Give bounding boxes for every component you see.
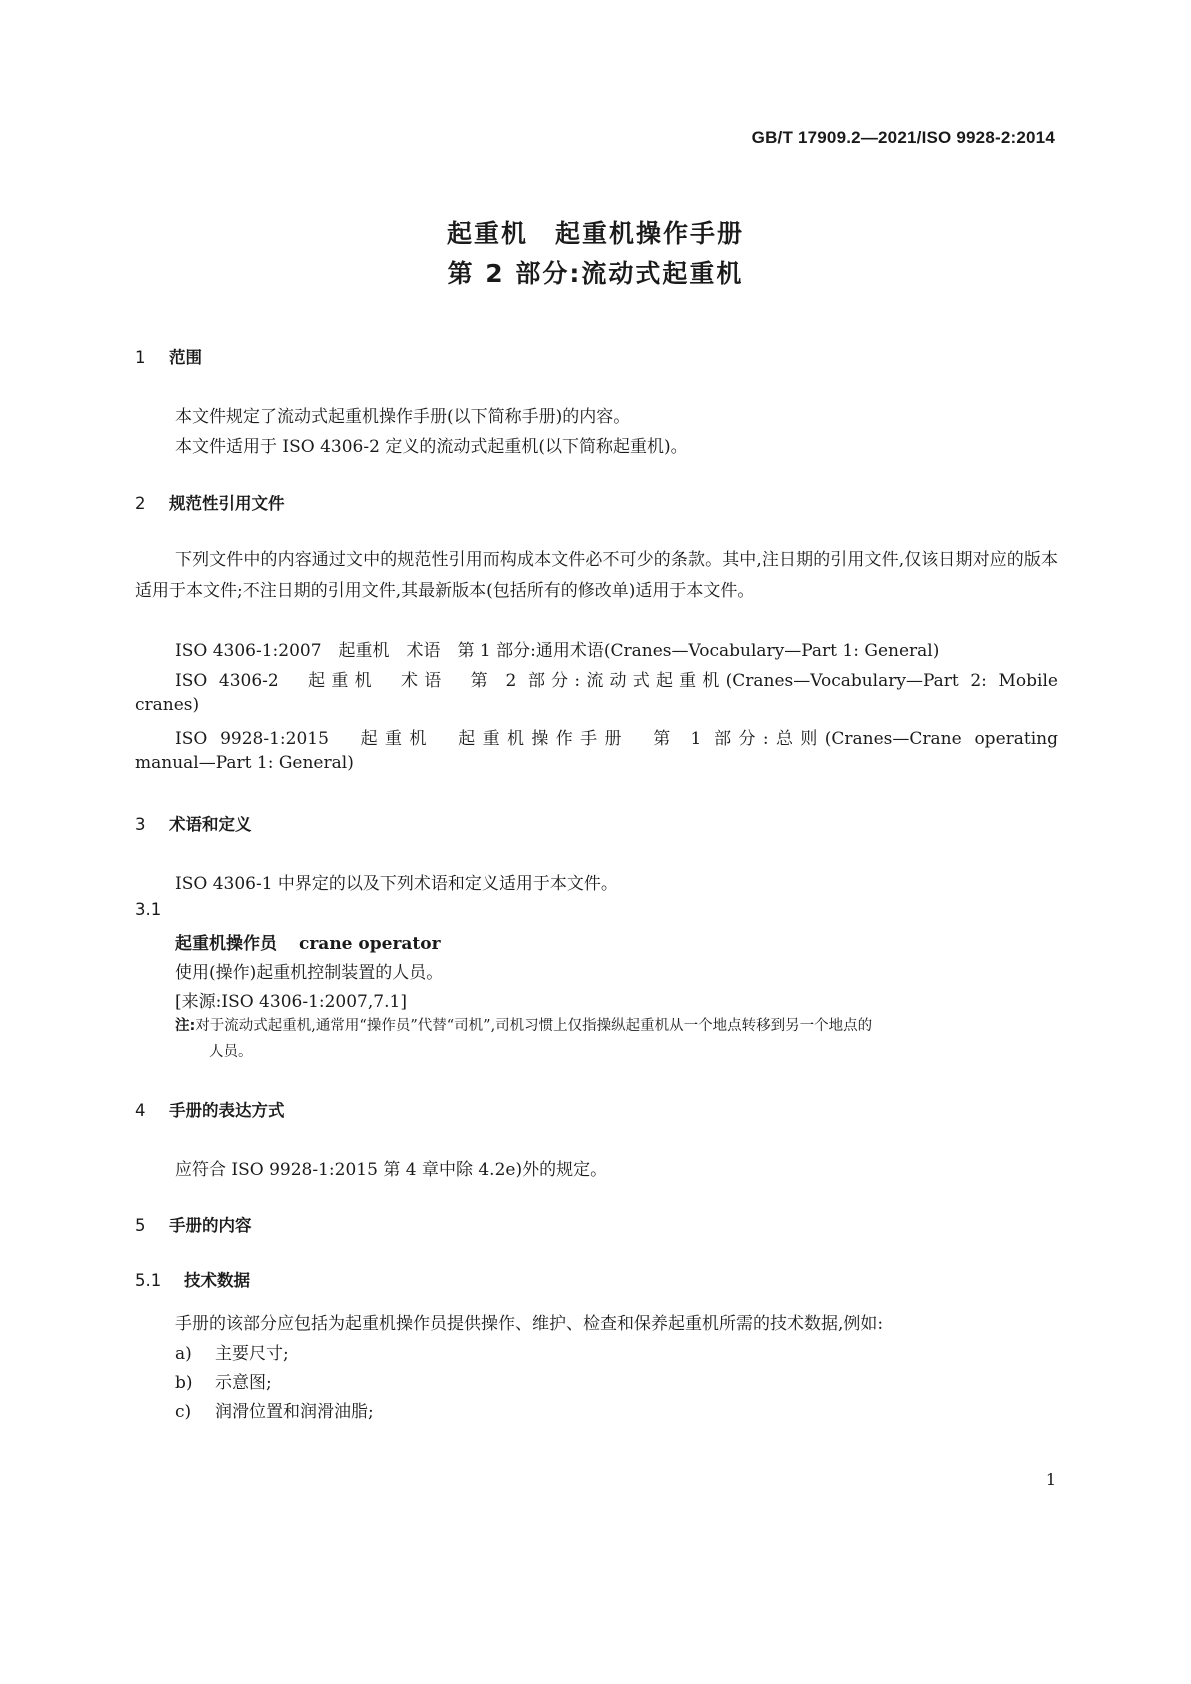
section-4-paragraph: 应符合 ISO 9928-1:2015 第 4 章中除 4.2e)外的规定。 (175, 1160, 608, 1180)
section-2-intro: 下列文件中的内容通过文中的规范性引用而构成本文件必不可少的条款。其中,注日期的引用文件,仅该日期对应的版本适用于本文件;不注日期的引用文件,其最新版本(包括所有的修改单)适用于本文件。 (135, 550, 1058, 601)
reference-iso-9928-1-continuation: manual—Part 1: General) (135, 753, 354, 773)
section-4-heading (135, 1097, 285, 1121)
section-5-1-intro: 手册的该部分应包括为起重机操作员提供操作、维护、检查和保养起重机所需的技术数据,例如: (175, 1314, 884, 1334)
reference-iso-4306-1: ISO 4306-1:2007 起重机 术语 第 1 部分:通用术语(Cranes—Vocabulary—Part 1: General) (175, 641, 940, 661)
section-3-intro: ISO 4306-1 中界定的以及下列术语和定义适用于本文件。 (175, 874, 618, 894)
section-1-paragraph-1: 本文件规定了流动式起重机操作手册(以下简称手册)的内容。 (175, 407, 631, 427)
section-1-heading (135, 344, 202, 368)
section-title: 手册的内容 (169, 1216, 252, 1235)
section-title: 规范性引用文件 (169, 494, 285, 513)
page-number: 1 (1045, 1470, 1056, 1489)
section-number: 1 (135, 348, 146, 367)
section-5-1-heading (135, 1267, 250, 1291)
title-line-1: 起重机 起重机操作手册 (446, 219, 744, 248)
section-number: 4 (135, 1101, 146, 1120)
standard-code: GB/T 17909.2—2021/ISO 9928-2:2014 (751, 128, 1055, 147)
section-title: 手册的表达方式 (169, 1101, 285, 1120)
section-5-heading (135, 1212, 252, 1236)
section-title: 技术数据 (184, 1271, 250, 1290)
term-note (175, 1013, 1058, 1065)
reference-iso-9928-1: ISO 9928-1:2015 起重机 起重机操作手册 第 1 部分:总则(Cranes—Crane operating (175, 729, 1058, 749)
list-marker: b) (175, 1373, 193, 1393)
reference-iso-4306-2-continuation: cranes) (135, 695, 200, 715)
section-number: 5.1 (135, 1271, 162, 1290)
section-number: 5 (135, 1216, 146, 1235)
list-item (175, 1339, 289, 1364)
term-chinese: 起重机操作员 (175, 934, 277, 954)
list-item (175, 1368, 272, 1393)
section-number: 2 (135, 494, 146, 513)
section-title: 范围 (169, 348, 202, 367)
list-item (175, 1397, 374, 1422)
list-text: 主要尺寸; (215, 1344, 289, 1364)
list-text: 润滑位置和润滑油脂; (215, 1402, 374, 1422)
term-number: 3.1 (135, 900, 162, 919)
term-english: crane operator (299, 934, 441, 954)
term-entry (175, 929, 441, 954)
note-label: 注: (175, 1018, 196, 1034)
term-definition: 使用(操作)起重机控制装置的人员。 (175, 963, 444, 983)
reference-iso-4306-2: ISO 4306-2 起重机 术语 第 2 部分:流动式起重机(Cranes—Vocabulary—Part 2: Mobile (175, 671, 1058, 691)
section-1-paragraph-2: 本文件适用于 ISO 4306-2 定义的流动式起重机(以下简称起重机)。 (175, 437, 688, 457)
section-number: 3 (135, 815, 146, 834)
note-text-line-2: 人员。 (209, 1044, 253, 1060)
note-text-line-1: 对于流动式起重机,通常用“操作员”代替“司机”,司机习惯上仅指操纵起重机从一个地点转移到另一个地点的 (195, 1018, 873, 1034)
section-2-heading (135, 490, 285, 514)
term-source: [来源:ISO 4306-1:2007,7.1] (175, 992, 407, 1012)
list-marker: c) (175, 1402, 192, 1422)
section-3-heading (135, 811, 252, 835)
list-text: 示意图; (215, 1373, 272, 1393)
title-line-2: 第 2 部分:流动式起重机 (447, 259, 744, 288)
list-marker: a) (175, 1344, 192, 1364)
section-title: 术语和定义 (169, 815, 252, 834)
